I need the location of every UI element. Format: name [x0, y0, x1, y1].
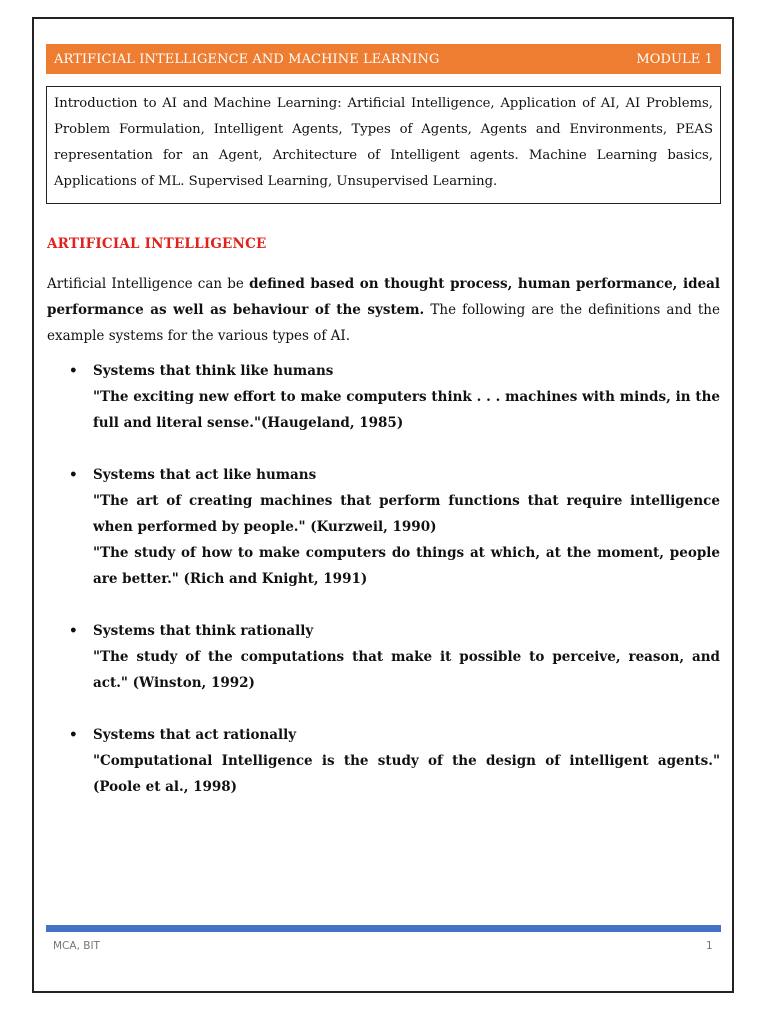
list-item: [47, 722, 720, 800]
footer-rule: [46, 925, 721, 932]
item-title: Systems that think like humans: [93, 363, 334, 379]
item-quote: "The study of how to make computers do things at which, at the moment, people are better." (Rich and Knight, 1991): [93, 545, 720, 587]
para-bold: defined based on thought process, human performance, ideal performance as well as behaviour of the system.: [47, 276, 720, 318]
intro-box: Introduction to AI and Machine Learning: Artificial Intelligence, Application of AI, AI Problems, Problem Formulation, Intelligent Agents, Types of Agents, Agents and Environments, PEAS representation for an Agent, Architecture of Intelligent agents. Machine Learning basics, Applications of ML. Supervised Learning, Unsupervised Learning.: [46, 86, 721, 204]
bullet-icon: •: [69, 727, 78, 743]
bullet-icon: •: [69, 623, 78, 639]
bullet-icon: •: [69, 363, 78, 379]
item-title: Systems that think rationally: [93, 623, 314, 639]
para-start: Artificial Intelligence can be: [47, 276, 250, 292]
item-title: Systems that act like humans: [93, 467, 317, 483]
item-title: Systems that act rationally: [93, 727, 297, 743]
header-module: MODULE 1: [636, 51, 713, 67]
footer-text: MCA, BIT: [53, 940, 100, 952]
item-quote: "The exciting new effort to make computers think . . . machines with minds, in the full and literal sense."(Haugeland, 1985): [93, 389, 720, 431]
item-quote: "Computational Intelligence is the study of the design of intelligent agents." (Poole et al., 1998): [93, 753, 720, 795]
section-heading: ARTIFICIAL INTELLIGENCE: [47, 236, 267, 252]
bullet-icon: •: [69, 467, 78, 483]
item-quote: "The study of the computations that make it possible to perceive, reason, and act." (Winston, 1992): [93, 649, 720, 691]
list-item: [47, 462, 720, 592]
header-bar: [46, 44, 721, 74]
item-quote: "The art of creating machines that perform functions that require intelligence when performed by people." (Kurzweil, 1990): [93, 493, 720, 535]
header-title: ARTIFICIAL INTELLIGENCE AND MACHINE LEARNING: [54, 51, 440, 67]
list-item: [47, 618, 720, 696]
list-item: [47, 358, 720, 436]
page-number: 1: [706, 940, 713, 952]
definitions-list: [47, 358, 720, 826]
para-end: The following are the definitions and the example systems for the various types of AI.: [47, 302, 720, 344]
section-paragraph: [47, 271, 720, 349]
